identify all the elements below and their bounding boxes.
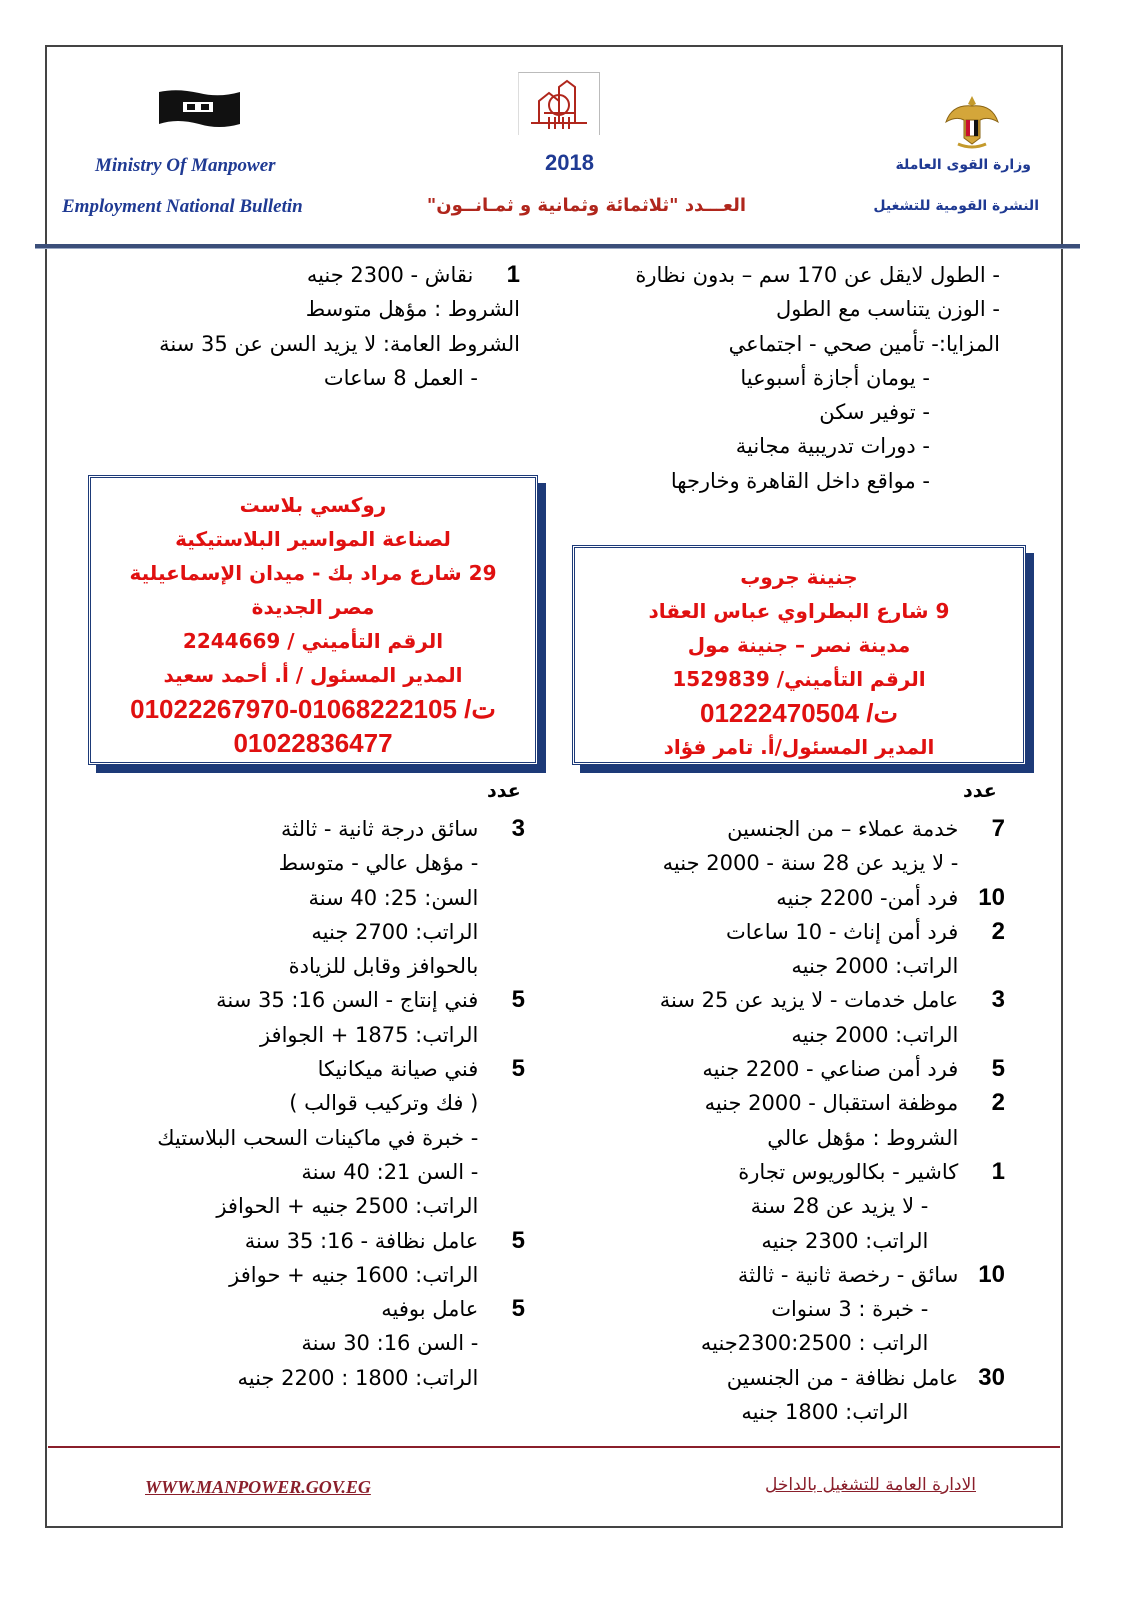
job-row [120,881,525,915]
job-count: 2 [991,1089,1005,1117]
job-text: الراتب: 2300 جنيه [761,1228,929,1253]
job-row [580,1258,1005,1292]
job-row [120,1258,525,1292]
ministry-name-en: Ministry Of Manpower [95,155,276,176]
job-text: - خبرة في ماكينات السحب البلاستيك [157,1125,479,1150]
header-divider [35,244,1080,249]
job-row [120,1155,525,1189]
company-insurance-number: الرقم التأميني/ 1529839 [672,667,926,691]
issue-number: العـــدد "ثلاثمائة وثمانية و ثمـانــون" [426,195,746,216]
job-condition: الشروط : مؤهل متوسط [305,297,520,322]
job-count: 30 [978,1363,1005,1391]
job-count: 5 [511,1055,525,1083]
ministry-center-logo-icon [518,72,600,135]
flag-logo-icon [157,88,242,128]
job-row [120,1326,525,1360]
job-text: عامل نظافة - 16: 35 سنة [244,1228,479,1253]
job-row [580,1224,1005,1258]
job-text: - مؤهل عالي - متوسط [278,851,479,876]
job-text: - لا يزيد عن 28 سنة - 2000 جنيه [662,851,959,876]
company-phone: ت/ 01068222105-01022267970 [130,694,496,724]
job-text: فني صيانة ميكانيكا [317,1057,479,1082]
job-count: 3 [511,815,525,842]
job-count: 5 [511,1226,525,1254]
job-text: الراتب : 2300:2500جنيه [700,1331,929,1356]
job-count: 2 [991,917,1005,945]
job-row [580,915,1005,949]
job-row [580,1292,1005,1326]
company-phone: ت/ 01222470504 [700,698,898,728]
job-row [580,1395,1005,1429]
job-row [120,915,525,949]
job-count: 5 [991,1055,1005,1083]
job-row [120,1086,525,1120]
job-text: فرد أمن- 2200 جنيه [776,885,959,910]
job-text: الشروط : مؤهل عالي [767,1125,959,1150]
job-text: - خبرة : 3 سنوات [771,1297,929,1322]
job-count: 10 [978,883,1005,911]
job-text: فني إنتاج - السن 16: 35 سنة [216,988,479,1013]
job-row [120,812,525,846]
job-row [120,983,525,1017]
job-row [120,846,525,880]
job-row [120,1018,525,1052]
job-text: الراتب: 2000 جنيه [791,954,959,979]
count-header-right: عدد [963,780,997,802]
job-row [120,949,525,983]
job-text: سائق درجة ثانية - ثالثة [281,817,479,841]
job-list-roxy [120,812,525,1395]
job-count: 7 [991,815,1005,842]
job-row [580,1086,1005,1120]
job-text: عامل خدمات - لا يزيد عن 25 سنة [659,988,959,1013]
job-count: 1 [991,1157,1005,1185]
egypt-eagle-emblem-icon [942,92,1002,150]
company-name: روكسي بلاست [239,493,387,517]
job-text: موظفة استقبال - 2000 جنيه [704,1091,959,1116]
job-text: كاشير - بكالوريوس تجارة [738,1159,959,1184]
job-row [580,1361,1005,1395]
benefits-heading: المزايا:- تأمين صحي - اجتماعي [728,331,1000,356]
company-insurance-number: الرقم التأميني / 2244669 [182,629,444,653]
job-row [120,1189,525,1223]
job-row [580,1121,1005,1155]
job-row [120,1224,525,1258]
job-text: بالحوافز وقابل للزيادة [288,954,479,979]
job-text: - لا يزيد عن 28 سنة [750,1194,929,1219]
job-text: الراتب: 2000 جنيه [791,1022,959,1047]
job-count: 10 [978,1260,1005,1288]
job-text: - السن 16: 30 سنة [301,1331,479,1356]
footer-divider [48,1446,1060,1448]
job-text: الراتب: 2500 جنيه + الحوافز [216,1194,479,1219]
job-row [580,881,1005,915]
company-address: 29 شارع مراد بك - ميدان الإسماعيلية [129,561,497,585]
job-text: - السن 21: 40 سنة [301,1159,479,1184]
job-text: السن: 25: 40 سنة [308,885,479,910]
job-text: عامل بوفيه [381,1297,479,1322]
footer-website-link[interactable]: WWW.MANPOWER.GOV.EG [145,1477,371,1497]
job-condition: - العمل 8 ساعات [323,365,478,390]
job-text: الراتب: 1875 + الجوافز [259,1022,479,1047]
company-box-genena-group [572,545,1026,765]
job-row [580,949,1005,983]
job-text: الراتب: 1600 جنيه + حوافز [229,1262,479,1287]
footer-department: الادارة العامة للتشغيل بالداخل [765,1475,976,1495]
painter-job-section [90,258,520,395]
job-text: خدمة عملاء – من الجنسين [727,817,959,841]
bulletin-name-en: Employment National Bulletin [62,196,303,217]
company-district: مدينة نصر – جنينة مول [687,633,911,657]
job-text: الراتب: 2700 جنيه [311,919,479,944]
job-text: فرد أمن إناث - 10 ساعات [726,919,959,944]
company-address: 9 شارع البطراوي عباس العقاد [648,599,950,623]
job-row [580,1155,1005,1189]
requirements-section [560,258,1000,498]
job-row [120,1292,525,1326]
job-text: الراتب: 1800 : 2200 جنيه [237,1365,479,1390]
job-count: 5 [511,986,525,1014]
benefit-line: - توفير سكن [819,400,930,425]
requirement-line: - الطول لايقل عن 170 سم – بدون نظارة [635,263,1000,287]
company-manager: المدير المسئول / أ. أحمد سعيد [163,663,463,687]
job-title: نقاش - 2300 جنيه [306,263,474,287]
company-district: مصر الجديدة [251,595,375,619]
bulletin-year: 2018 [545,150,594,175]
job-count: 3 [991,986,1005,1014]
benefit-line: - دورات تدريبية مجانية [735,434,930,459]
company-box-roxy-plast [88,475,538,765]
requirement-line: - الوزن يتناسب مع الطول [775,297,1000,322]
benefit-line: - مواقع داخل القاهرة وخارجها [670,468,930,493]
bulletin-name-ar: النشرة القومية للتشغيل [873,198,1039,214]
company-name: جنينة جروب [740,565,858,589]
ministry-name-ar: وزارة القوى العاملة [895,157,1031,173]
benefit-line: - يومان أجازة أسبوعيا [740,365,930,390]
job-list-genena [580,812,1005,1429]
company-manager: المدير المسئول/أ. تامر فؤاد [663,735,935,759]
job-count: 1 [506,261,520,288]
company-activity: لصناعة المواسير البلاستيكية [175,527,451,551]
job-text: ( فك وتركيب قوالب ) [289,1091,479,1116]
job-condition: الشروط العامة: لا يزيد السن عن 35 سنة [159,331,520,356]
job-row [120,1121,525,1155]
job-count: 5 [511,1295,525,1323]
job-row [120,1052,525,1086]
job-row [580,1189,1005,1223]
job-text: عامل نظافة - من الجنسين [726,1365,959,1390]
job-text: سائق - رخصة ثانية - ثالثة [737,1262,959,1287]
job-row [580,1326,1005,1360]
job-row [120,1361,525,1395]
job-row [580,983,1005,1017]
job-row [580,1052,1005,1086]
job-text: الراتب: 1800 جنيه [741,1400,909,1425]
job-row [580,812,1005,846]
company-phone-2: 01022836477 [233,728,393,758]
job-row [580,1018,1005,1052]
job-row [580,846,1005,880]
job-text: فرد أمن صناعي - 2200 جنيه [702,1057,959,1082]
count-header-left: عدد [487,780,521,802]
